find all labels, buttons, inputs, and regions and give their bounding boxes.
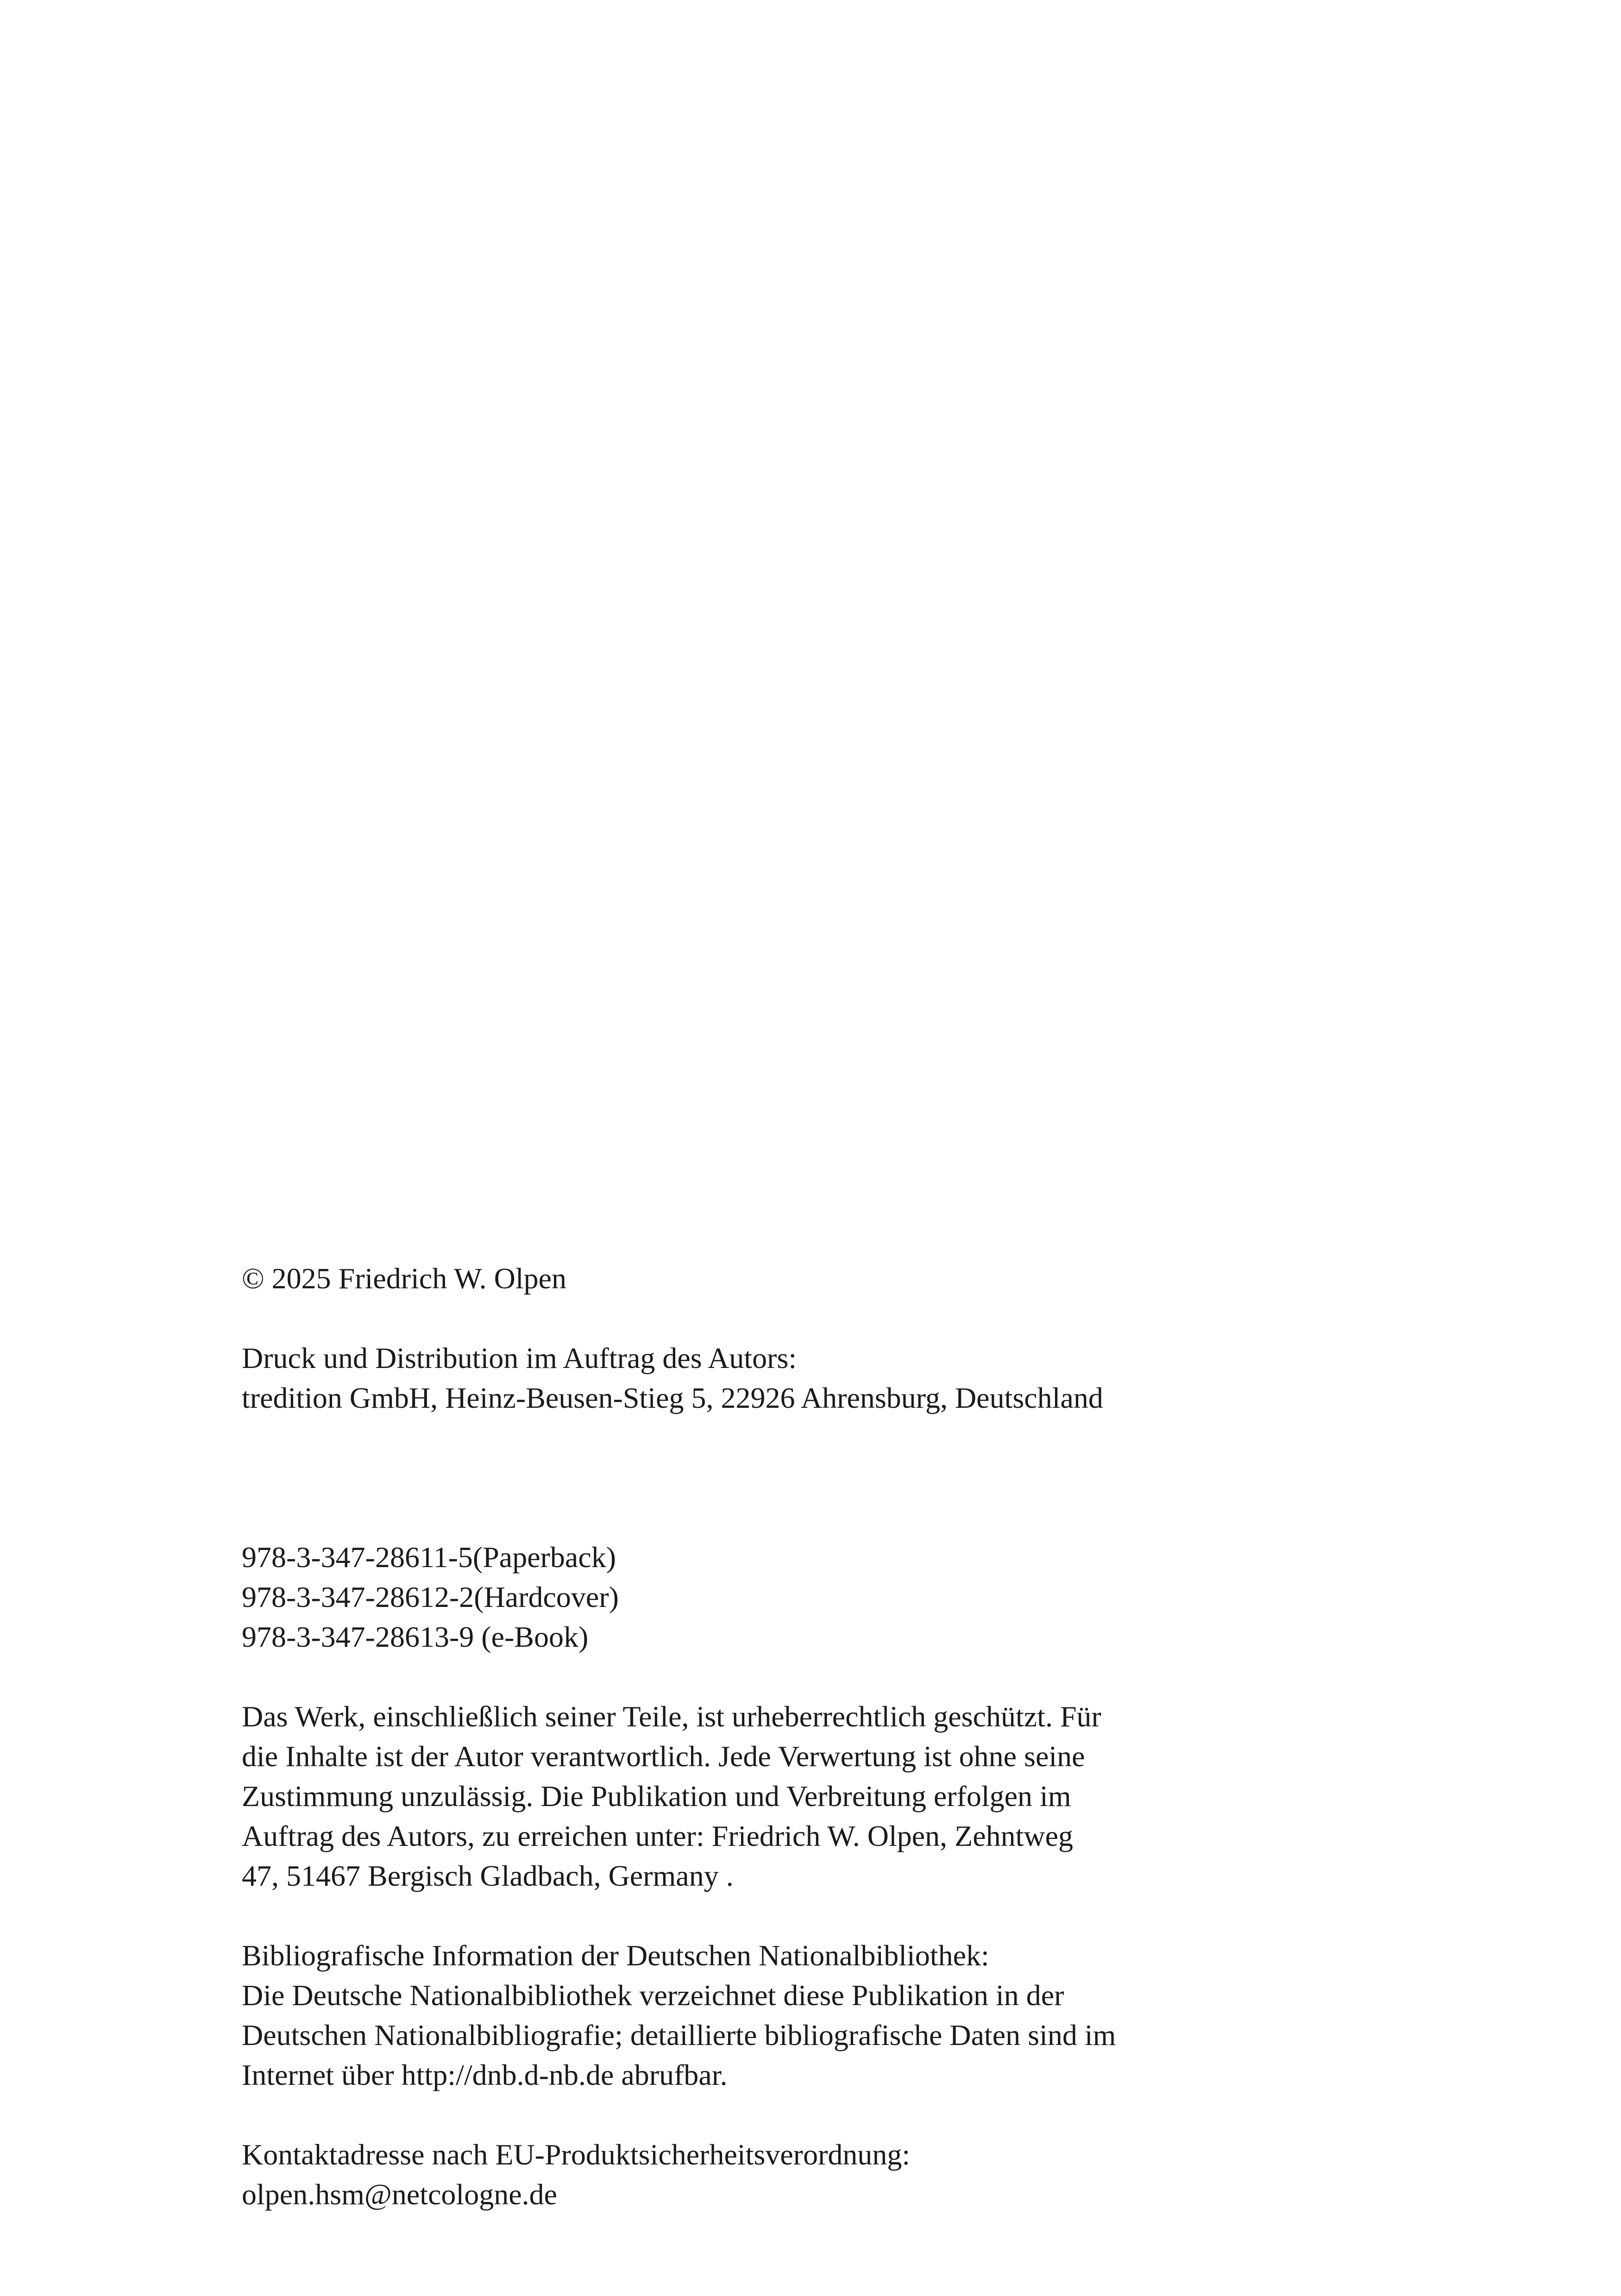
rights-line: die Inhalte ist der Autor verantwortlich. Jede Verwertung ist ohne seine [242, 1740, 1085, 1773]
isbn-ebook: 978-3-347-28613-9 (e-Book) [242, 1620, 589, 1653]
bibliographic-heading: Bibliografische Information der Deutschen Nationalbibliothek: [242, 1939, 989, 1972]
rights-line: Das Werk, einschließlich seiner Teile, ist urheberrechtlich geschützt. Für [242, 1700, 1101, 1733]
rights-line: Auftrag des Autors, zu erreichen unter: Friedrich W. Olpen, Zehntweg [242, 1819, 1074, 1852]
spacer [242, 1299, 1492, 1338]
bibliographic-line: Die Deutsche Nationalbibliothek verzeichnet diese Publikation in der [242, 1979, 1064, 2012]
bibliographic-line: Internet über http://dnb.d-nb.de abrufbar. [242, 2058, 728, 2091]
copyright-notice: © 2025 Friedrich W. Olpen [242, 1262, 566, 1295]
isbn-hardcover: 978-3-347-28612-2(Hardcover) [242, 1581, 619, 1613]
isbn-paperback: 978-3-347-28611-5(Paperback) [242, 1541, 616, 1574]
printing-heading: Druck und Distribution im Auftrag des Autors: [242, 1342, 797, 1374]
spacer [242, 1418, 1492, 1537]
printer-address: tredition GmbH, Heinz-Beusen-Stieg 5, 22926 Ahrensburg, Deutschland [242, 1381, 1103, 1414]
rights-line: Zustimmung unzulässig. Die Publikation und Verbreitung erfolgen im [242, 1780, 1071, 1813]
spacer [242, 1657, 1492, 1697]
contact-email: olpen.hsm@netcologne.de [242, 2178, 557, 2211]
imprint-block [242, 1259, 1492, 2214]
spacer [242, 2095, 1492, 2135]
contact-heading: Kontaktadresse nach EU-Produktsicherheitsverordnung: [242, 2138, 911, 2171]
bibliographic-line: Deutschen Nationalbibliografie; detaillierte bibliografische Daten sind im [242, 2019, 1116, 2051]
spacer [242, 1896, 1492, 1936]
rights-line: 47, 51467 Bergisch Gladbach, Germany . [242, 1859, 734, 1892]
